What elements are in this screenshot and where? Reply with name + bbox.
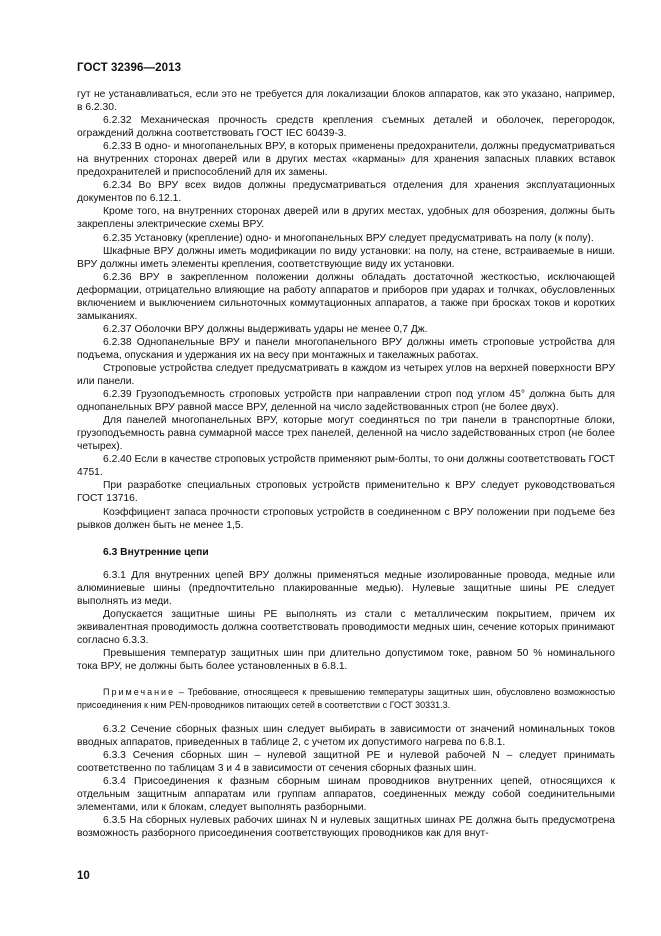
paragraph-6-3-1-addition: Допускается защитные шины PE выполнять из стали с металлическим покрытием, причем их эквивалентная проводимость должна соответствовать проводимости медных шин, сечение которых принимают согласно 6.3.3. [77, 608, 615, 646]
paragraph-6-3-5: 6.3.5 На сборных нулевых рабочих шинах N и нулевых защитных шинах PE должна быть предусмотрена возможность разборного присоединения соответствующих проводников как для внут- [77, 815, 615, 840]
page-number: 10 [77, 870, 90, 882]
document-header: ГОСТ 32396—2013 [77, 62, 182, 74]
paragraph-6-3-1-temperature: Превышения температур защитных шин при длительно допустимом токе, равном 50 % номинального тока ВРУ, не должны быть более установленных в 6.8.1. [77, 647, 615, 672]
note [77, 686, 615, 711]
paragraph-6-3-3: 6.3.3 Сечения сборных шин – нулевой защитной PE и нулевой рабочей N – следует принимать соответственно по таблицам 3 и 4 в зависимости от сечения сборных фазных шин. [77, 750, 615, 775]
section-heading: 6.3 Внутренние цепи [103, 546, 209, 558]
note-text: – Требование, относящееся к превышению температуры защитных шин, обусловлено возможностью присоединения к ним PEN-проводников питающих сетей в соответствии с ГОСТ 30331.3. [77, 687, 615, 710]
paragraph-6-2-35-addition: Шкафные ВРУ должны иметь модификации по виду установки: на полу, на стене, встраиваемые в ниши. ВРУ должны иметь элементы крепления, соответствующие виду их установки. [77, 245, 615, 270]
paragraph-safety-factor: Коэффициент запаса прочности строповых устройств в соединенном с ВРУ положении при подъеме без рывков должен быть не менее 1,5. [77, 506, 615, 531]
document-body [77, 88, 615, 840]
paragraph-6-3-2: 6.3.2 Сечение сборных фазных шин следует выбирать в зависимости от значений номинальных токов вводных аппаратов, приведенных в таблице 2, с учетом их допустимого нагрева по 6.8.1. [77, 724, 615, 749]
paragraph-6-2-37: 6.2.37 Оболочки ВРУ должны выдерживать удары не менее 0,7 Дж. [103, 323, 428, 335]
paragraph-6-2-34: 6.2.34 Во ВРУ всех видов должны предусматриваться отделения для хранения эксплуатационных документов по 6.12.1. [77, 180, 615, 205]
paragraph-6-2-35: 6.2.35 Установку (крепление) одно- и многопанельных ВРУ следует предусматривать на полу (к полу). [103, 232, 594, 244]
paragraph-6-2-39-addition: Для панелей многопанельных ВРУ, которые могут соединяться по три панели в транспортные блоки, грузоподъемность равна суммарной массе трех панелей, деленной на число задействованных строп (не более четырех). [77, 415, 615, 453]
paragraph-6-2-33: 6.2.33 В одно- и многопанельных ВРУ, в которых применены предохранители, должны предусматриваться на внутренних сторонах дверей или в других местах «карманы» для хранения запасных плавких вставок предохранителей и приспособлений для их замены. [77, 141, 615, 179]
paragraph-6-2-38-addition: Строповые устройства следует предусматривать в каждом из четырех углов на верхней поверхности ВРУ или панели. [77, 362, 615, 388]
paragraph-6-2-40-addition: При разработке специальных строповых устройств применительно к ВРУ следует руководствоваться ГОСТ 13716. [77, 480, 615, 505]
paragraph-6-3-4: 6.3.4 Присоединения к фазным сборным шинам проводников внутренних цепей, относящихся к отдельным защитным аппаратам или группам аппаратов, соединенных между собой соединительными элементами, или к блокам, следует выполнять разборными. [77, 776, 615, 814]
paragraph-6-2-36: 6.2.36 ВРУ в закрепленном положении должны обладать достаточной жесткостью, исключающей деформации, отрицательно влияющие на работу аппаратов и приборов при ударах и толчках, обусловленных включением и выключением сильноточных коммутационных аппаратов, а также при бросках токов и коротких замыканиях. [77, 271, 615, 322]
paragraph-6-2-32: 6.2.32 Механическая прочность средств крепления съемных деталей и оболочек, перегородок, ограждений должна соответствовать ГОСТ IEC 60439-3. [77, 115, 615, 140]
note-label: Примечание [103, 687, 176, 698]
paragraph-continuation: гут не устанавливаться, если это не требуется для локализации блоков аппаратов, как это указано, например, в 6.2.30. [77, 89, 615, 114]
paragraph-6-3-1: 6.3.1 Для внутренних цепей ВРУ должны применяться медные изолированные провода, медные или алюминиевые шины (предпочтительно плакированные медью). Нулевые защитные шины PE следует выполнять из меди. [77, 569, 615, 607]
paragraph-6-2-40: 6.2.40 Если в качестве строповых устройств применяют рым-болты, то они должны соответствовать ГОСТ 4751. [77, 454, 615, 479]
paragraph-6-2-39: 6.2.39 Грузоподъемность строповых устройств при направлении строп под углом 45° должна быть для однопанельных ВРУ равной массе ВРУ, деленной на число задействованных строп (не более двух). [77, 389, 615, 414]
paragraph-6-2-34-addition: Кроме того, на внутренних сторонах дверей или в других местах, удобных для обозрения, должны быть закреплены электрические схемы ВРУ. [77, 206, 615, 231]
paragraph-6-2-38: 6.2.38 Однопанельные ВРУ и панели многопанельного ВРУ должны иметь строповые устройства для подъема, опускания и удержания их на весу при монтажных и такелажных работах. [77, 336, 615, 361]
